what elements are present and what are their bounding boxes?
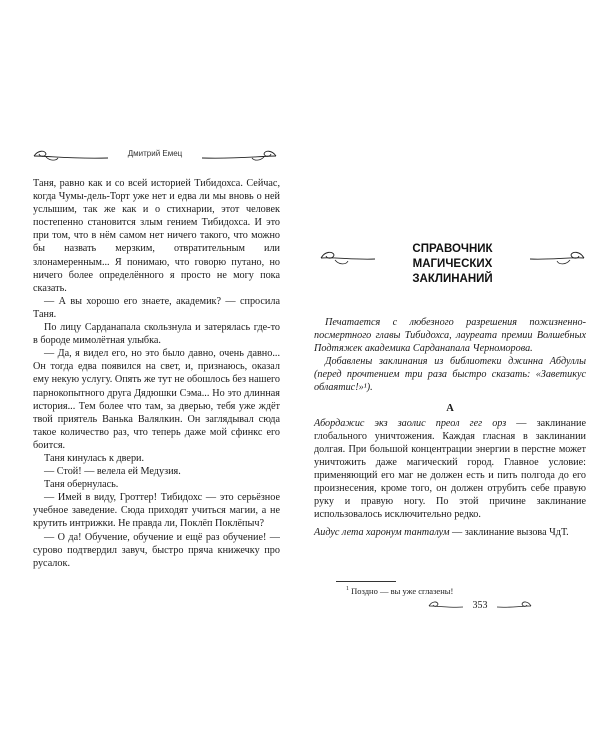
spell-name: Аидус лета харонум танталум (314, 527, 450, 539)
heading-title (377, 242, 528, 287)
intro-paragraph: Печатается с любезного разрешения пожизненно-посмертного главы Тибидохса, лауреата премии Волшебных Подтяжек академика Сарданапала Черноморова. (314, 317, 586, 355)
footnote (346, 584, 586, 597)
footnote-mark: 1 (346, 586, 349, 592)
running-head-author: Дмитрий Емец (127, 149, 183, 158)
paragraph: — Имей в виду, Гроттер! Тибидохс — это серьёзное учебное заведение. Сюда приходят учиться магии, а не крутить интрижки. Не правда ли, Поклёп Поклёпыч? (33, 492, 280, 530)
body-text (33, 177, 280, 570)
paragraph: — Стой! — велела ей Медузия. (44, 466, 181, 478)
page-folio (425, 598, 535, 614)
paragraph: По лицу Сарданапала скользнула и затерялась где-то в бороде мимолётная улыбка. (33, 322, 280, 347)
section-letter: А (446, 402, 454, 414)
page-number: 353 (472, 600, 488, 611)
spell-description: — заклинание вызова ЧдТ. (449, 527, 569, 539)
paragraph: — О да! Обучение, обучение и ещё раз обучение! — сурово подтвердил завуч, быстро пряча книжечку про русалок. (33, 531, 280, 569)
footnote-text: Поздно — вы уже сглазены! (351, 585, 454, 596)
footnote-rule (336, 581, 396, 582)
paragraph: — А вы хорошо его знаете, академик? — спросила Таня. (33, 295, 280, 320)
paragraph: Таня, равно как и со всей историей Тибидохса. Сейчас, когда Чумы-дель-Торт уже нет и едва ли мы вновь о ней услышим, так же как и о стихнарии, этот человек постепенно становится злым гением Тибидохса. И это при том, что в нём самом нет ничего такого, что можно бы назвать мерзким, отвратительным или злонамеренным... Я понимаю, что говорю путано, но ничего более определённого я просто не могу пока сказать. (33, 178, 280, 294)
paragraph: Таня обернулась. (44, 479, 119, 491)
paragraph: — Да, я видел его, но это было давно, очень давно... Он тогда едва появился на свет, и, признаюсь, оказал ему некую услугу. Опять же тут не обошлось без нашего парнокопытного друга Дядюшки Сэма... Но это длинная история... Тем более что там, за дверью, тебя уже ждёт твой приятель Ванька Валялкин. Он заглядывал сюда такое количество раз, что теперь даже мой сфинкс его боится. (33, 348, 280, 451)
heading-line: МАГИЧЕСКИХ ЗАКЛИНАНИЙ (412, 258, 493, 285)
intro-paragraph: Добавлены заклинания из библиотеки джинна Абдуллы (перед прочтением три раза быстро сказать: «Заветикус облаятис!»¹). (314, 356, 586, 394)
spell-description: — заклинание глобального уничтожения. Каждая гласная в заклинании долгая. При большой концентрации энергии в перстне может уничтожить даже магический город. Главное условие: применяющий его маг не должен есть и пить полгода до его произнесения, кроме того, он должен отрубить себе правую руку и правую ногу. По этой причине заклинание использовалось исключительно редко. (314, 417, 586, 521)
spell-name: Абордажис экз заолис преол гег орз (314, 417, 507, 429)
spell-entry (314, 417, 586, 522)
running-head (30, 146, 280, 166)
paragraph: Таня кинулась к двери. (44, 452, 145, 464)
right-page (300, 0, 600, 750)
heading-line: СПРАВОЧНИК (412, 243, 493, 255)
spell-entry (314, 526, 586, 539)
chapter-heading (315, 238, 590, 285)
reference-text (314, 316, 586, 540)
